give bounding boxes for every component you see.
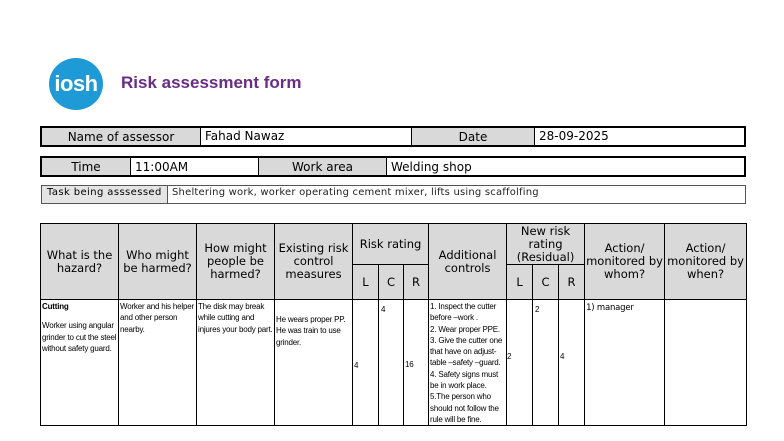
action-when-text xyxy=(665,300,746,301)
task-row xyxy=(41,185,746,204)
header-existing: Existing risk control measures xyxy=(275,224,353,300)
c-value: 4 xyxy=(381,305,386,314)
name-of-assessor-value[interactable]: Fahad Nawaz xyxy=(201,128,412,145)
who-text: Worker and his helper and other person nearby. xyxy=(120,302,194,334)
new-l-value: 2 xyxy=(507,352,512,361)
action-whom-cell[interactable] xyxy=(585,300,665,426)
c-cell[interactable] xyxy=(379,300,404,426)
r-value: 16 xyxy=(405,360,414,369)
task-label: Task being asssessed xyxy=(42,186,168,203)
name-of-assessor-label: Name of assessor xyxy=(42,128,201,145)
date-value[interactable]: 28-09-2025 xyxy=(535,128,744,145)
assessor-row xyxy=(40,126,746,147)
new-r-value: 4 xyxy=(560,352,565,361)
task-value[interactable]: Sheltering work, worker operating cement mixer, lifts using scaffolfing xyxy=(172,187,539,198)
page-title: Risk assessment form xyxy=(121,73,302,92)
iosh-logo: iosh xyxy=(49,58,103,110)
additional-cell[interactable] xyxy=(429,300,507,426)
action-when-cell[interactable] xyxy=(665,300,747,426)
new-c-value: 2 xyxy=(535,305,540,314)
action-whom-text: 1) manager xyxy=(586,303,634,313)
header-new-r: R xyxy=(559,265,585,300)
header-who: Who might be harmed? xyxy=(119,224,197,300)
work-area-value[interactable]: Welding shop xyxy=(387,158,744,175)
work-area-label: Work area xyxy=(259,158,387,175)
header-r: R xyxy=(404,265,429,300)
additional-item: 1. Inspect the cutter before –work . xyxy=(430,302,497,323)
header-c: C xyxy=(379,265,404,300)
time-row xyxy=(40,156,746,177)
header-new-l: L xyxy=(507,265,533,300)
how-text: The disk may break while cutting and injures your body part. xyxy=(198,302,273,334)
new-r-cell[interactable] xyxy=(559,300,585,426)
new-c-cell[interactable] xyxy=(533,300,559,426)
date-label: Date xyxy=(412,128,535,145)
risk-table xyxy=(40,223,746,424)
hazard-title: Cutting xyxy=(42,302,69,311)
additional-item: 5.The person who should not follow the rule will be fine. xyxy=(430,392,499,424)
time-value[interactable]: 11:00AM xyxy=(131,158,259,175)
how-cell[interactable] xyxy=(197,300,275,426)
header-l: L xyxy=(353,265,379,300)
additional-item: 2. Wear proper PPE. xyxy=(430,324,500,334)
existing-cell[interactable] xyxy=(275,300,353,426)
header-new-risk: New risk rating (Residual) xyxy=(507,224,585,265)
header-action-when: Action/ monitored by when? xyxy=(665,224,747,300)
additional-item: 3. Give the cutter one that have on adjust-table –safety –guard. xyxy=(430,335,503,368)
header-additional: Additional controls xyxy=(429,224,507,300)
r-cell[interactable] xyxy=(404,300,429,426)
hazard-desc: Worker using angular grinder to cut the steel without safety guard. xyxy=(42,321,117,353)
time-label: Time xyxy=(42,158,131,175)
header-action-whom: Action/ monitored by whom? xyxy=(585,224,665,300)
additional-item: 4. Safety signs must be in work place. xyxy=(430,369,499,391)
l-cell[interactable] xyxy=(353,300,379,426)
existing-text: He wears proper PP. He was train to use grinder. xyxy=(276,315,346,347)
header-hazard: What is the hazard? xyxy=(41,224,119,300)
header-how: How might people be harmed? xyxy=(197,224,275,300)
who-cell[interactable] xyxy=(119,300,197,426)
table-row xyxy=(41,300,747,426)
l-value: 4 xyxy=(354,361,359,370)
header-risk-rating: Risk rating xyxy=(353,224,429,265)
hazard-cell[interactable] xyxy=(41,300,119,426)
header-new-c: C xyxy=(533,265,559,300)
new-l-cell[interactable] xyxy=(507,300,533,426)
